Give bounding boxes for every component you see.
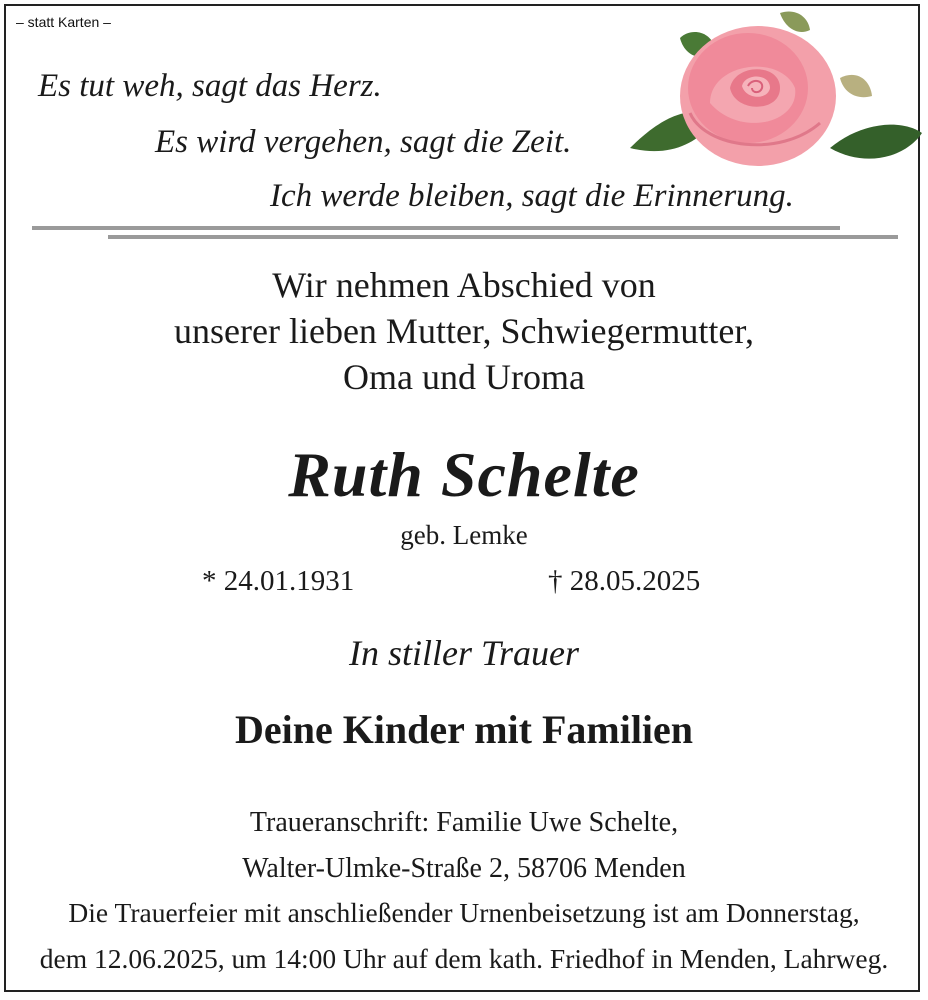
leaf-top-right: [780, 12, 810, 33]
intro-line-2: unserer lieben Mutter, Schwiegermutter,: [174, 311, 754, 351]
statt-karten-label: – statt Karten –: [16, 14, 111, 30]
intro-line-3: Oma und Uroma: [343, 357, 585, 397]
mourning-phrase: In stiller Trauer: [348, 633, 580, 673]
service-line-1: Die Trauerfeier mit anschließender Urnenbeisetzung ist am Donnerstag,: [68, 897, 860, 928]
service-line-2: dem 12.06.2025, um 14:00 Uhr auf dem kath. Friedhof in Menden, Lahrweg.: [39, 943, 889, 974]
address-line-2: Walter-Ulmke-Straße 2, 58706 Menden: [242, 853, 686, 884]
birth-name: geb. Lemke: [400, 520, 528, 550]
leaf-right: [830, 125, 922, 159]
death-date: † 28.05.2025: [548, 565, 701, 597]
mourning-address: [0, 800, 928, 892]
rose-image: [630, 8, 925, 178]
address-line-1: Traueranschrift: Familie Uwe Schelte,: [249, 807, 679, 838]
poem-line-3: Ich werde bleiben, sagt die Erinnerung.: [270, 178, 794, 214]
mourning-family: Deine Kinder mit Familien: [234, 707, 694, 752]
leaf-mid-right: [840, 75, 872, 97]
funeral-service-info: [0, 890, 928, 982]
intro-line-1: Wir nehmen Abschied von: [272, 265, 656, 305]
intro-text: [0, 262, 928, 400]
poem-line-2: Es wird vergehen, sagt die Zeit.: [155, 124, 572, 160]
birth-date: * 24.01.1931: [202, 565, 355, 597]
poem-line-1: Es tut weh, sagt das Herz.: [38, 68, 382, 104]
divider-top: [32, 226, 840, 230]
divider-bottom: [108, 235, 898, 239]
deceased-name: Ruth Schelte: [288, 439, 640, 510]
